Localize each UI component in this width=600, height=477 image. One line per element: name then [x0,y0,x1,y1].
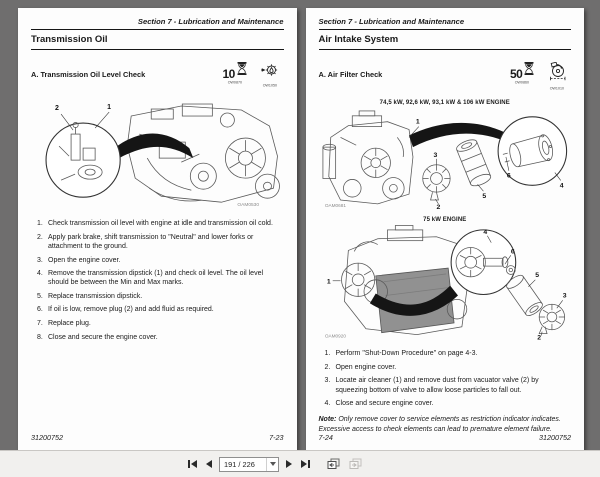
next-view-icon [349,458,362,470]
interval-icon-label: OW0870 [227,81,242,85]
page-navigation [186,451,364,477]
air-filter-icon [548,62,566,86]
page-footer [31,433,284,442]
list-item: 6. If oil is low, remove plug (2) and add fluid as required. [37,306,214,314]
subsection-title: A. Transmission Oil Level Check [31,70,146,79]
hourglass-icon [524,62,534,80]
list-item: 3. Open the engine cover. [37,256,121,264]
page-title: Air Intake System [319,30,572,50]
list-item: 4. Close and secure engine cover. [324,400,434,408]
note-block [319,415,572,434]
service-interval [510,62,534,87]
next-page-icon [286,460,292,468]
subsection-row [31,62,284,90]
callout-5: 5 [481,193,486,201]
service-icon-label: OW1010 [550,87,565,91]
subsection-row [319,62,572,93]
note-label: Note: [318,416,337,424]
note-text: Only remove cover to service elements as restriction indicator indicates. Excessive access to check elements can lead to premature element failure. [318,416,561,433]
transmission-figure [31,96,284,210]
figure-label: OAM0681 [324,202,346,208]
list-item: 3. Locate air cleaner (1) and remove dust from vacuator valve (2) by squeezing bottom of valve to allow loose particles to fall out. [324,377,539,394]
callout-3: 3 [433,151,437,159]
section-header: Section 7 - Lubrication and Maintenance [31,17,284,30]
document-number: 31200752 [31,433,63,442]
figure1-caption: 74,5 kW, 92,6 kW, 93,1 kW & 106 kW ENGINE [379,100,510,106]
list-item: 4. Remove the transmission dipstick (1) and check oil level. The oil level should be between the Min and Max marks. [37,270,264,287]
viewer-toolbar [0,450,600,477]
instruction-list [319,349,572,408]
subsection-title: A. Air Filter Check [318,70,383,79]
gear-oil-icon [261,62,279,83]
previous-page-button[interactable] [204,458,214,470]
service-interval [222,62,246,87]
page-right [306,8,585,451]
callout-2: 2 [536,334,541,341]
callout-1: 1 [326,278,331,286]
first-page-icon [188,460,190,468]
list-item: 2. Open engine cover. [324,363,397,371]
figure-label: OAM0530 [237,203,260,209]
air-filter-figure-75kw [319,225,572,340]
callout-2: 2 [435,203,440,210]
service-type [545,62,569,93]
document-number: 31200752 [539,433,571,442]
previous-view-icon [327,458,340,470]
service-type [258,62,282,90]
page-number: 7-23 [269,433,284,442]
service-icons [222,62,281,90]
document-spread [18,8,584,451]
section-header: Section 7 - Lubrication and Maintenance [319,17,572,30]
interval-icon-label: OW0860 [515,81,530,85]
list-item: 8. Close and secure the engine cover. [37,333,158,341]
previous-page-icon [206,460,212,468]
air-filter-figure-large-engines [319,108,572,210]
list-item: 7. Replace plug. [37,319,91,327]
last-page-icon [308,460,310,468]
chevron-down-icon [270,462,276,466]
page-footer [319,433,572,442]
first-page-button[interactable] [186,458,199,470]
interval-hours: 50 [509,67,523,81]
list-item: 2. Apply park brake, shift transmission to "Neutral" and lower forks or attachment to the ground. [37,233,254,250]
figure-label: OAM0920 [324,333,346,339]
callout-6: 6 [510,248,515,256]
page-left [18,8,297,451]
next-view-button[interactable] [347,456,364,472]
callout-4: 4 [482,228,487,236]
callout-5: 5 [534,271,539,279]
interval-hours: 10 [222,67,235,81]
list-item: 1. Perform "Shut-Down Procedure" on page 4-3. [324,350,478,358]
service-icons [510,62,569,93]
page-number: 7-24 [318,433,333,442]
page-dropdown-button[interactable] [266,458,278,471]
instruction-list [31,219,284,341]
page-number-input[interactable] [219,457,279,472]
callout-4: 4 [559,182,564,190]
service-icon-label: OW1050 [262,84,277,88]
callout-1: 1 [415,118,420,126]
figure2-caption: 75 kW ENGINE [423,216,467,223]
previous-view-button[interactable] [325,456,342,472]
list-item: 1. Check transmission oil level with engine at idle and transmission oil cold. [37,220,273,228]
callout-1: 1 [107,104,112,112]
last-page-button[interactable] [299,458,312,470]
callout-6: 6 [506,172,511,180]
callout-2: 2 [55,105,59,113]
next-page-button[interactable] [284,458,294,470]
page-indicator: 191 / 226 [224,459,255,469]
hourglass-icon [237,62,247,80]
callout-3: 3 [562,292,567,300]
list-item: 5. Replace transmission dipstick. [37,292,143,300]
page-title: Transmission Oil [31,30,284,50]
